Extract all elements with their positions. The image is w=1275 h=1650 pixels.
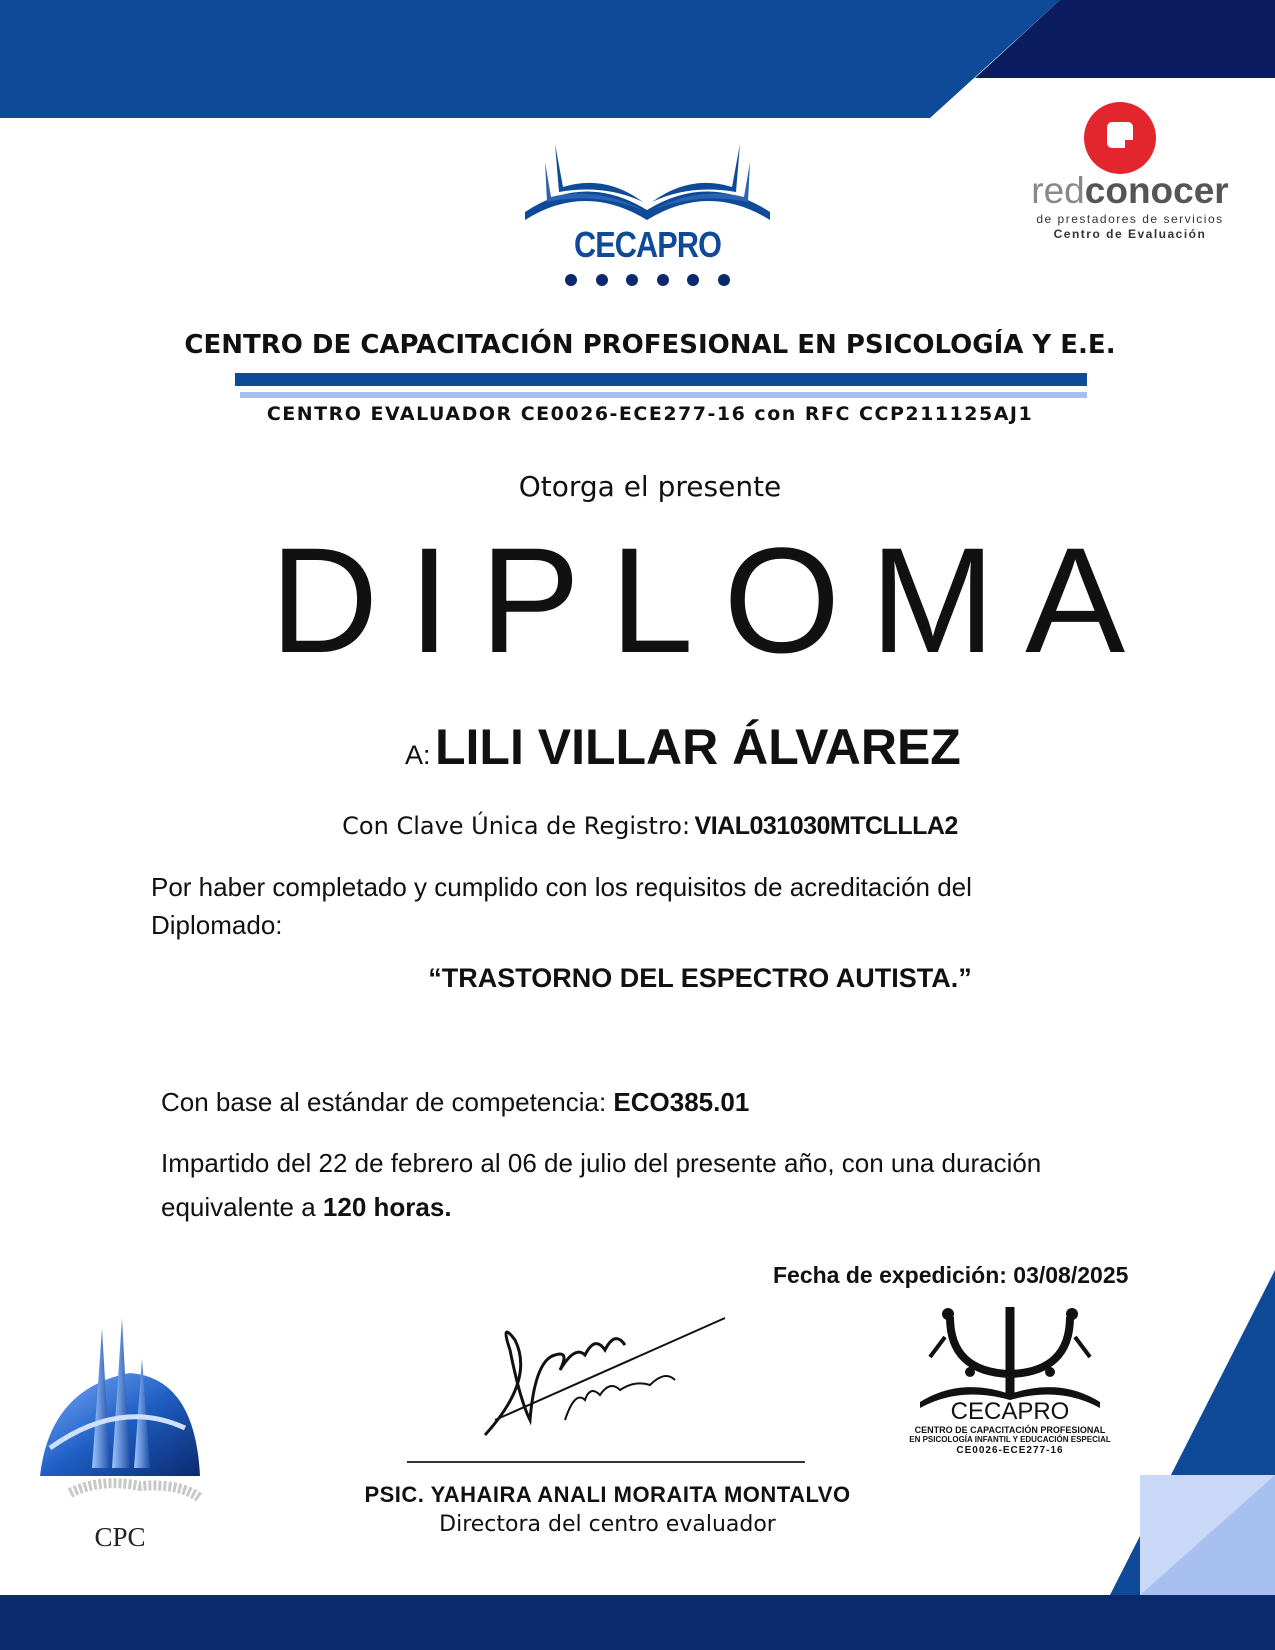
evaluator-line: CENTRO EVALUADOR CE0026-ECE277-16 con RFC CCP211125AJ1: [266, 403, 1034, 425]
seal-name: CECAPRO: [950, 1398, 1070, 1425]
diploma-title: DIPLOMA: [270, 516, 1156, 684]
hours-value: 120 horas.: [322, 1192, 452, 1222]
open-book-icon: [515, 142, 780, 232]
seal-line-3: CE0026-ECE277-16: [956, 1445, 1064, 1456]
cpc-logo-text: CPC: [94, 1522, 146, 1552]
issue-date-label: Fecha de expedición:: [773, 1262, 1007, 1288]
redconocer-subtitle: de prestadores de servicios: [1036, 212, 1224, 226]
standard-label: Con base al estándar de competencia:: [161, 1087, 607, 1117]
heading-divider-light: [240, 392, 1087, 398]
curp-line: [200, 812, 1100, 841]
psi-symbol-icon: [900, 1302, 1120, 1412]
logo-dots: [515, 270, 780, 290]
recipient-line: [405, 718, 1105, 776]
reason-line-2: Diplomado:: [151, 910, 283, 940]
redconocer-conocer-text: conocer: [1084, 170, 1229, 211]
curp-value: VIAL031030MTCLLLA2: [694, 812, 958, 840]
redconocer-red-text: red: [1031, 170, 1085, 211]
cpc-logo: [30, 1318, 210, 1553]
heading-divider-dark: [235, 373, 1087, 386]
seal-line-2: EN PSICOLOGÍA INFANTIL Y EDUCACIÓN ESPECIAL: [909, 1435, 1111, 1444]
cecapro-seal: [900, 1302, 1120, 1457]
redconocer-center-label: Centro de Evaluación: [1053, 227, 1207, 241]
period-line-2: [161, 1192, 761, 1223]
cecapro-logo-text: CECAPRO: [573, 224, 722, 265]
course-title: “TRASTORNO DEL ESPECTRO AUTISTA.”: [428, 963, 972, 993]
curp-label: Con Clave Única de Registro:: [342, 812, 691, 840]
director-signature-icon: [475, 1300, 735, 1440]
institution-name: CENTRO DE CAPACITACIÓN PROFESIONAL EN PSICOLOGÍA Y E.E.: [184, 330, 1116, 360]
issue-date-value: 03/08/2025: [1013, 1262, 1129, 1288]
standard-value: ECO385.01: [613, 1087, 750, 1117]
bottom-decorative-band: [0, 1595, 1275, 1650]
reason-line-1: Por haber completado y cumplido con los requisitos de acreditación del: [151, 872, 972, 902]
corner-decoration: [1110, 1270, 1275, 1595]
recipient-name: LILI VILLAR ÁLVAREZ: [434, 719, 961, 775]
cpc-building-icon: [30, 1318, 210, 1518]
period-line-1: Impartido del 22 de febrero al 06 de julio del presente año, con una duración: [161, 1148, 1042, 1178]
director-role: Directora del centro evaluador: [439, 1512, 776, 1537]
signature-line: [407, 1461, 805, 1463]
cecapro-logo: [515, 142, 780, 292]
period-prefix: equivalente a: [161, 1192, 316, 1222]
standard-line: [161, 1087, 1061, 1118]
recipient-prefix: A:: [405, 740, 431, 770]
director-name: PSIC. YAHAIRA ANALI MORAITA MONTALVO: [364, 1482, 851, 1507]
redconocer-logo: [1010, 100, 1250, 245]
redconocer-mark-icon: [1082, 100, 1158, 176]
seal-line-1: CENTRO DE CAPACITACIÓN PROFESIONAL: [914, 1425, 1106, 1435]
intro-text: Otorga el presente: [518, 470, 782, 503]
